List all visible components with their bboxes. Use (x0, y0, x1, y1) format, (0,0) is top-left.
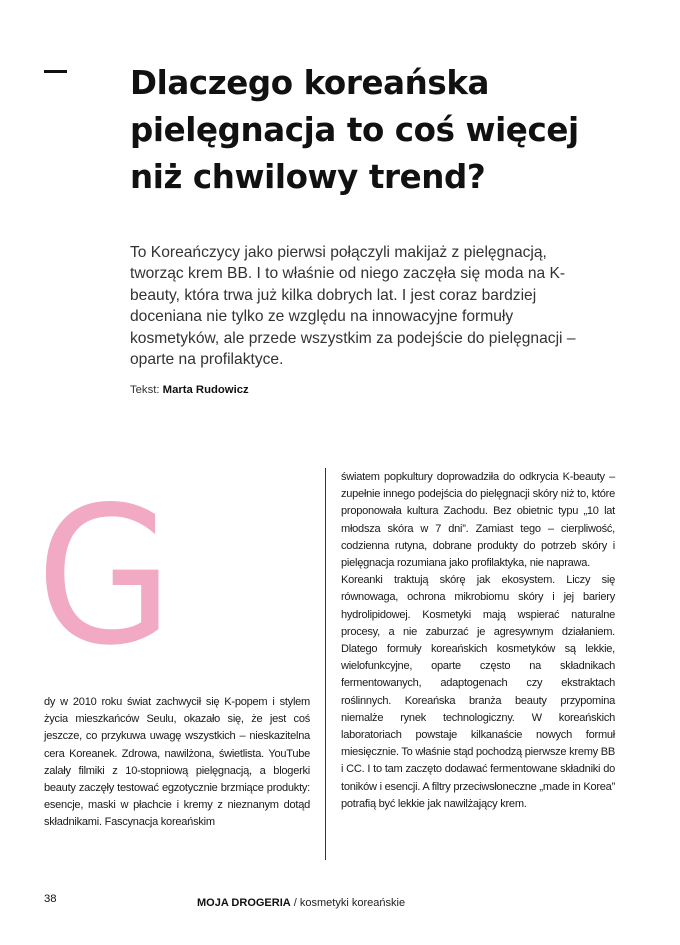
title-dash-decoration (44, 70, 67, 73)
column-divider (325, 468, 326, 860)
drop-cap: G (36, 466, 170, 687)
article-lead: To Koreańczycy jako pierwsi połączyli makijaż z pielęgnacją, tworząc krem BB. I to właśnie od niego zaczęła się moda na K-beauty, która trwa już kilka dobrych lat. I jest coraz bardziej doceniana nie tylko ze względu na innowacyjne formuły kosmetyków, ale przede wszystkim za podejście do pielęgnacji – oparte na profilaktyce. (130, 244, 576, 369)
article-title: Dlaczego koreańska pielęgnacja to coś więcej niż chwilowy trend? (130, 64, 579, 196)
page-number: 38 (44, 893, 57, 905)
magazine-name: MOJA DROGERIA (197, 897, 291, 909)
running-footer (197, 897, 405, 909)
body-paragraph: światem popkultury doprowadziła do odkrycia K-beauty – zupełnie innego podejścia do pielęgnacji skóry niż to, które proponowała kultura Zachodu. Bez obietnic typu „10 lat młodsza skóra w 7 dni”. Zamiast tego – cierpliwość, codzienna rutyna, dobrane produkty do potrzeb skóry i pielęgnacja rozumiana jako profilaktyka, nie naprawa. (341, 471, 615, 570)
body-column-left (44, 694, 310, 832)
body-paragraph: dy w 2010 roku świat zachwycił się K-popem i stylem życia mieszkańców Seulu, okazało się, że jest coś jeszcze, co przykuwa uwagę wszystkich – nieskazitelna cera Koreanek. Zdrowa, nawilżona, świetlista. YouTube zalały filmiki z 10-stopniową pielęgnacją, a blogerki beauty zaczęły testować egzotycznie brzmiące produkty: esencje, maski w płachcie i kremy z nieznanym dotąd składnikami. Fascynacja koreańskim (44, 696, 310, 829)
body-paragraph: Koreanki traktują skórę jak ekosystem. Liczy się równowaga, ochrona mikrobiomu skóry i jej bariery hydrolipidowej. Kosmetyki mają wspierać naturalne procesy, a nie zaburzać je agresywnym działaniem. Dlatego formuły koreańskich kosmetyków są lekkie, wielofunkcyjne, oparte często na składnikach fermentowanych, adaptogenach czy ekstraktach roślinnych. Koreańska branża beauty przypomina niemalże rynek technologiczny. W koreańskich laboratoriach powstaje kilkanaście nowych formuł miesięcznie. To właśnie stąd pochodzą pierwsze kremy BB i CC. I to tam zaczęto dodawać fermentowane składniki do toników i esencji. A filtry przeciwsłoneczne „made in Korea” potrafią być lekkie jak nawilżający krem. (341, 574, 616, 810)
article-byline (130, 384, 249, 396)
byline-author: Marta Rudowicz (162, 384, 249, 396)
byline-label: Tekst: (130, 384, 160, 396)
body-column-right (341, 469, 615, 813)
section-name: kosmetyki koreańskie (299, 897, 406, 909)
footer-separator: / (293, 897, 297, 909)
